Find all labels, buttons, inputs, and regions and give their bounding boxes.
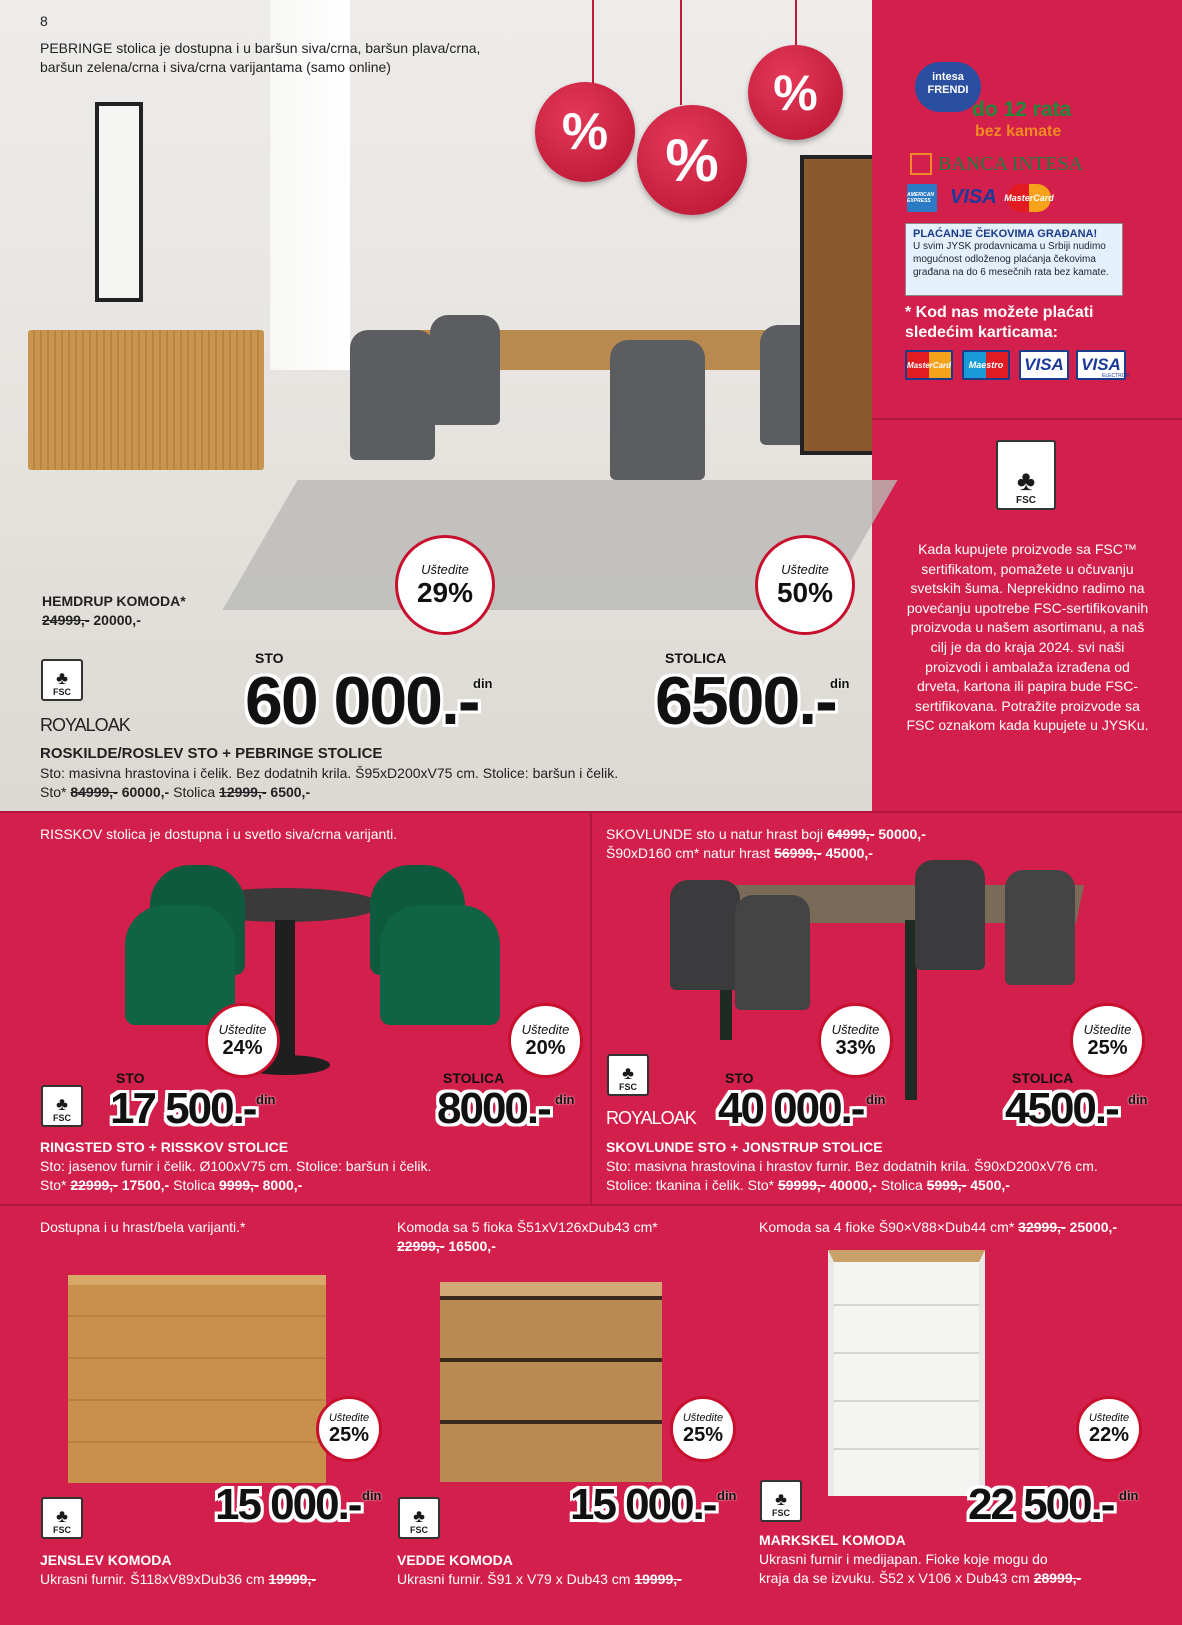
jenslev-desc: Ukrasni furnir. Š118xV89xDub36 cm 19999,- bbox=[40, 1571, 316, 1587]
mastercard-card: MasterCard bbox=[905, 350, 953, 380]
tag-string bbox=[592, 0, 594, 85]
ringsted-desc: Sto: jasenov furnir i čelik. Ø100xV75 cm. Stolice: baršun i čelik. bbox=[40, 1158, 432, 1174]
green-chair-image bbox=[380, 905, 500, 1025]
currency: din bbox=[1128, 1092, 1148, 1107]
sto-price: 17 500.- bbox=[110, 1084, 256, 1133]
fsc-logo: ♣ FSC bbox=[996, 440, 1056, 510]
vedde-desc: Ukrasni furnir. Š91 x V79 x Dub43 cm 19999,- bbox=[397, 1571, 682, 1587]
markskel-title: MARKSKEL KOMODA bbox=[759, 1532, 906, 1548]
stolica-label: STOLICA bbox=[443, 1070, 505, 1086]
stolica-price: 6500.- bbox=[655, 663, 836, 739]
currency: din bbox=[830, 676, 850, 691]
stolica-label: STOLICA bbox=[1012, 1070, 1074, 1086]
chair-image bbox=[735, 895, 810, 1010]
fsc-logo: ♣ FSC bbox=[41, 1085, 83, 1127]
skovlunde-prices: Stolice: tkanina i čelik. Sto* 59999,- 40000,- Stolica 5999,- 4500,- bbox=[606, 1177, 1010, 1193]
stolica-label: STOLICA bbox=[665, 650, 727, 666]
green-chair-image bbox=[125, 905, 235, 1025]
visa-electron-card: VISA bbox=[1076, 350, 1126, 380]
cekovi-text: U svim JYSK prodavnicama u Srbiji nudimo mogućnost odloženog plaćanja čekovima građana na do 6 mesečnih rata bez kamate. bbox=[913, 241, 1109, 278]
stolica-price: 8000.- bbox=[437, 1084, 550, 1133]
ringsted-title: RINGSTED STO + RISSKOV STOLICE bbox=[40, 1139, 289, 1155]
percent-tag: % bbox=[637, 105, 747, 215]
chair-image bbox=[350, 330, 435, 460]
save-bubble-stolica: Uštedite 50% bbox=[755, 535, 855, 635]
fsc-text: Kada kupujete proizvode sa FSC™ sertifikatom, pomažete u očuvanju svetskih šuma. Neprekidno radimo na povećanju upotrebe FSC-sertifikovanih proizvoda u našem asortimanu, a naš cilj je da do kraja 2024. svi naši proizvodi i ambalaža izrađena od drveta, kartona ili papira bude FSC-sertifikovana. Potražite proizvode sa FSC oznakom kada kupujete u JYSKu. bbox=[906, 541, 1149, 734]
markskel-desc-2: kraja da se izvuku. Š52 x V106 x Dub43 cm 28999,- bbox=[759, 1570, 1082, 1586]
percent-tag: % bbox=[748, 45, 843, 140]
stolica-price: 4500.- bbox=[1005, 1084, 1118, 1133]
save-bubble: Uštedite 33% bbox=[818, 1003, 893, 1078]
sto-label: STO bbox=[725, 1070, 754, 1086]
skovlunde-note-1: SKOVLUNDE sto u natur hrast boji 64999,- 50000,- bbox=[606, 826, 926, 842]
sto-label: STO bbox=[255, 650, 284, 666]
vedde-note-old: 22999,- bbox=[397, 1238, 445, 1254]
markskel-price: 22 500.- bbox=[968, 1480, 1114, 1529]
currency: din bbox=[256, 1092, 276, 1107]
chair-image bbox=[670, 880, 740, 990]
markskel-note: Komoda sa 4 fioke Š90×V88×Dub44 cm* 32999,- 25000,- bbox=[759, 1219, 1118, 1235]
jenslev-title: JENSLEV KOMODA bbox=[40, 1552, 172, 1568]
hemdrup-old-price: 24999,- bbox=[42, 612, 90, 628]
currency: din bbox=[473, 676, 493, 691]
markskel-desc-1: Ukrasni furnir i medijapan. Fioke koje mogu do bbox=[759, 1551, 1048, 1567]
hemdrup-new-price: 20000,- bbox=[93, 612, 141, 628]
electron-label: ELECTRON bbox=[1102, 373, 1130, 379]
chair-image bbox=[1005, 870, 1075, 985]
mastercard-logo: MasterCard bbox=[1007, 184, 1051, 212]
currency: din bbox=[555, 1092, 575, 1107]
maestro-card: Maestro bbox=[962, 350, 1010, 380]
save-bubble: Uštedite 20% bbox=[508, 1003, 583, 1078]
sto-label: STO bbox=[116, 1070, 145, 1086]
sto-price: 60 000.- bbox=[245, 663, 479, 739]
hero-note-2: baršun zelena/crna i siva/crna varijantama (samo online) bbox=[40, 59, 391, 75]
vedde-title: VEDDE KOMODA bbox=[397, 1552, 513, 1568]
currency: din bbox=[362, 1488, 382, 1503]
fsc-logo: ♣ FSC bbox=[41, 1497, 83, 1539]
jenslev-price: 15 000.- bbox=[215, 1480, 361, 1529]
divider bbox=[872, 418, 1182, 420]
ringsted-prices: Sto* 22999,- 17500,- Stolica 9999,- 8000,- bbox=[40, 1177, 303, 1193]
royal-oak-logo: ROYALOAK bbox=[606, 1108, 696, 1128]
ringsted-note: RISSKOV stolica je dostupna i u svetlo siva/crna varijanti. bbox=[40, 826, 398, 842]
save-bubble: Uštedite 22% bbox=[1076, 1396, 1142, 1462]
divider bbox=[590, 812, 592, 1205]
fsc-logo: ♣ FSC bbox=[398, 1497, 440, 1539]
vedde-note-new: 16500,- bbox=[448, 1238, 496, 1254]
tag-string bbox=[795, 0, 797, 45]
currency: din bbox=[866, 1092, 886, 1107]
bez-kamate: bez kamate bbox=[975, 123, 1062, 140]
skovlunde-note-2: Š90xD160 cm* natur hrast 56999,- 45000,- bbox=[606, 845, 873, 861]
wall-frame bbox=[95, 102, 143, 302]
cekovi-title: PLAĆANJE ČEKOVIMA GRAĐANA! bbox=[913, 228, 1098, 240]
rate-text: do 12 rata bbox=[972, 98, 1072, 121]
page-number: 8 bbox=[40, 13, 48, 29]
sideboard-image bbox=[28, 330, 264, 470]
visa-logo: VISA bbox=[950, 186, 997, 208]
hemdrup-name: HEMDRUP KOMODA* bbox=[42, 593, 186, 609]
hero-note-1: PEBRINGE stolica je dostupna i u baršun siva/crna, baršun plava/crna, bbox=[40, 40, 481, 56]
markskel-image bbox=[828, 1250, 985, 1496]
royal-oak-logo: ROYALOAK bbox=[40, 715, 130, 735]
jenslev-note: Dostupna i u hrast/bela varijanti.* bbox=[40, 1219, 246, 1235]
vedde-price: 15 000.- bbox=[570, 1480, 716, 1529]
hero-desc: Sto: masivna hrastovina i čelik. Bez dodatnih krila. Š95xD200xV75 cm. Stolice: baršun i čelik. bbox=[40, 765, 619, 781]
tag-string bbox=[680, 0, 682, 105]
vedde-image bbox=[440, 1282, 662, 1482]
hero-prices: Sto* 84999,- 60000,- Stolica 12999,- 6500,- bbox=[40, 784, 311, 800]
shelf-image bbox=[800, 155, 872, 455]
chair-image bbox=[610, 340, 705, 480]
fsc-logo: ♣ FSC bbox=[41, 659, 83, 701]
fsc-logo: ♣ FSC bbox=[607, 1054, 649, 1096]
percent-tag: % bbox=[535, 82, 635, 182]
save-bubble: Uštedite 24% bbox=[205, 1003, 280, 1078]
sto-price: 40 000.- bbox=[718, 1084, 864, 1133]
save-bubble: Uštedite 25% bbox=[670, 1396, 736, 1462]
bank-logo-icon bbox=[910, 153, 932, 175]
divider bbox=[0, 1204, 1182, 1206]
bank-name: BANCA INTESA bbox=[938, 153, 1084, 175]
kod-nas-text: * Kod nas možete plaćati sledećim karticama: bbox=[905, 304, 1094, 341]
hero-title: ROSKILDE/ROSLEV STO + PEBRINGE STOLICE bbox=[40, 745, 383, 762]
currency: din bbox=[1119, 1488, 1139, 1503]
currency: din bbox=[717, 1488, 737, 1503]
vedde-note: Komoda sa 5 fioka Š51xV126xDub43 cm* bbox=[397, 1219, 658, 1235]
save-bubble: Uštedite 25% bbox=[316, 1396, 382, 1462]
amex-card: AMERICAN EXPRESS bbox=[907, 184, 937, 212]
chair-image bbox=[915, 860, 985, 970]
save-bubble-sto: Uštedite 29% bbox=[395, 535, 495, 635]
intesa-frendi-logo: intesa FRENDI bbox=[915, 62, 981, 112]
jenslev-image bbox=[68, 1275, 326, 1483]
visa-card: VISA bbox=[1019, 350, 1069, 380]
fsc-logo: ♣ FSC bbox=[760, 1480, 802, 1522]
skovlunde-title: SKOVLUNDE STO + JONSTRUP STOLICE bbox=[606, 1139, 883, 1155]
cekovi-box bbox=[905, 223, 1123, 296]
save-bubble: Uštedite 25% bbox=[1070, 1003, 1145, 1078]
skovlunde-desc: Sto: masivna hrastovina i hrastov furnir. Bez dodatnih krila. Š90xD200xV76 cm. bbox=[606, 1158, 1098, 1174]
chair-image bbox=[430, 315, 500, 425]
